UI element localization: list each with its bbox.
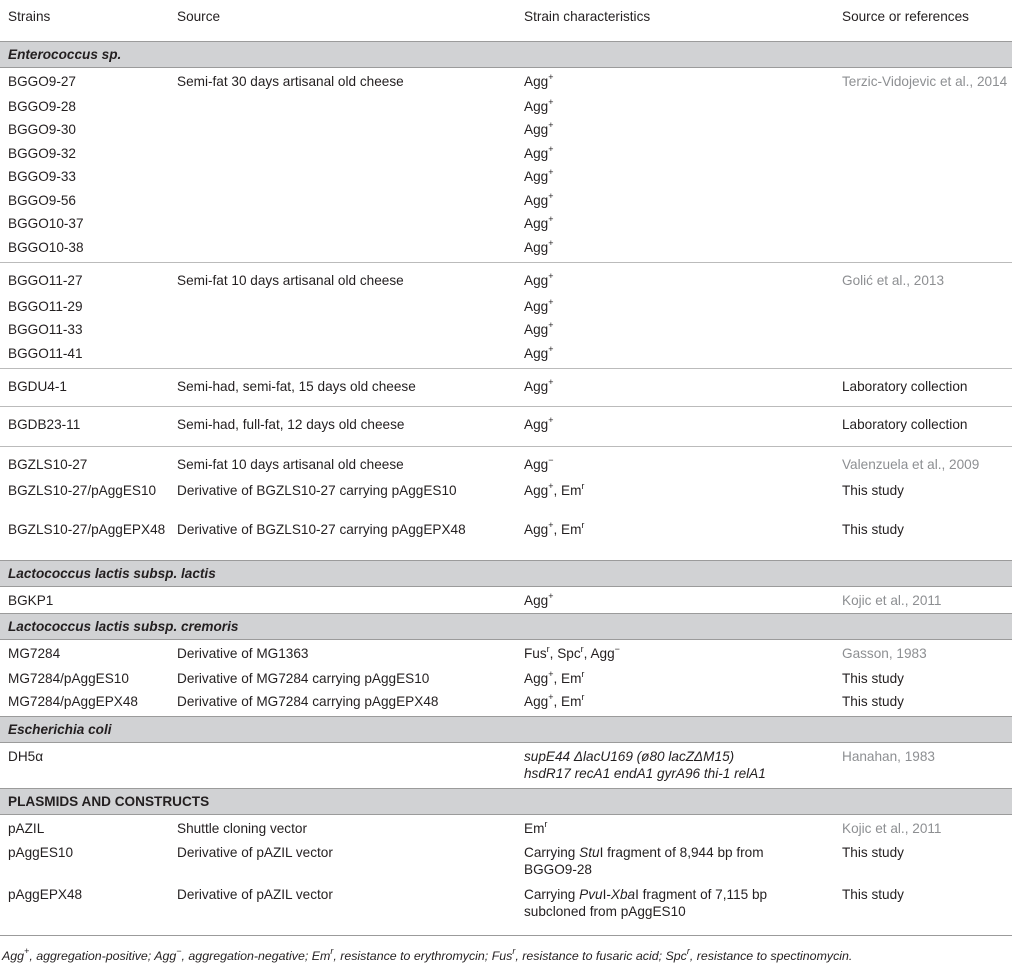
char-cell: Agg+: [524, 120, 554, 137]
strain-cell: BGZLS10-27/pAggEPX48: [8, 521, 166, 537]
table-row: [0, 690, 1012, 716]
table-row: [0, 521, 1012, 561]
table-row: [0, 189, 1012, 213]
table-row: [0, 318, 1012, 342]
strain-cell: pAggEPX48: [8, 887, 83, 902]
char-cell: Agg+: [524, 190, 554, 208]
table-row: [0, 447, 1012, 479]
section-cremoris: [0, 614, 1012, 640]
source-cell: Shuttle cloning vector: [177, 820, 307, 836]
char-cell: Agg+: [524, 296, 554, 314]
col-header-characteristics: Strain characteristics: [516, 6, 834, 42]
source-cell: Semi-fat 30 days artisanal old cheese: [177, 74, 404, 89]
col-header-references: Source or references: [834, 6, 1012, 42]
char-cell: Agg+: [516, 369, 834, 407]
table-row: [0, 95, 1012, 119]
char-cell: Agg+: [516, 407, 834, 447]
section-title: PLASMIDS AND CONSTRUCTS: [0, 788, 1012, 814]
strain-cell: BGGO9-27: [8, 74, 76, 89]
source-cell: Semi-had, semi-fat, 15 days old cheese: [169, 369, 516, 407]
table-row: [0, 407, 1012, 447]
table-row: [0, 263, 1012, 295]
strain-cell: BGDU4-1: [0, 369, 169, 407]
reference-cell: Laboratory collection: [834, 369, 1012, 407]
table-row: [0, 369, 1012, 407]
strain-cell: pAZIL: [8, 820, 45, 836]
reference-cell: Gasson, 1983: [842, 646, 927, 661]
char-cell: Agg+: [524, 214, 554, 231]
source-cell: Semi-fat 10 days artisanal old cheese: [169, 263, 516, 295]
reference-cell: Terzic-Vidojevic et al., 2014: [842, 74, 1008, 89]
char-cell: Agg+, Em$^r$: [524, 519, 585, 537]
section-title: Escherichia coli: [8, 721, 112, 737]
table-row: [0, 118, 1012, 142]
source-cell: Derivative of BGZLS10-27 carrying pAggES10: [177, 482, 457, 498]
table-row: [0, 295, 1012, 319]
strain-cell: BGGO9-32: [8, 145, 76, 161]
table-row: [0, 640, 1012, 667]
reference-cell: This study: [842, 521, 904, 537]
table-row: [0, 68, 1012, 95]
source-cell: Semi-had, full-fat, 12 days old cheese: [169, 407, 516, 447]
char-cell: Agg+, Em$^r$: [524, 480, 585, 498]
char-cell: Agg+: [524, 96, 554, 114]
reference-cell: Laboratory collection: [834, 407, 1012, 447]
char-cell: Agg+: [524, 167, 554, 184]
section-title: Enterococcus sp.: [8, 47, 122, 62]
table-row: [0, 841, 1012, 883]
reference-cell: Kojic et al., 2011: [842, 820, 942, 836]
strain-cell: MG7284: [8, 646, 61, 661]
reference-cell: This study: [842, 670, 904, 686]
section-plasmids: [0, 788, 1012, 814]
strain-cell: BGGO9-30: [8, 122, 76, 137]
reference-cell: This study: [842, 694, 904, 709]
section-ecoli: [0, 716, 1012, 742]
reference-cell: This study: [842, 482, 904, 498]
section-title: Lactococcus lactis subsp. cremoris: [8, 619, 239, 634]
strain-cell: BGGO10-37: [8, 216, 84, 231]
char-cell: Carrying PvuI-XbaI fragment of 7,115 bp subcloned from pAggES10: [524, 887, 768, 919]
strain-cell: DH5α: [8, 748, 44, 764]
table-row: [0, 212, 1012, 236]
col-header-source: Source: [169, 6, 516, 42]
strain-cell: BGGO10-38: [8, 239, 84, 255]
char-cell: Agg+: [524, 320, 554, 337]
strains-table: [0, 6, 1012, 927]
reference-cell: This study: [842, 845, 904, 860]
strain-cell: BGGO9-33: [8, 169, 76, 184]
table-row: [0, 883, 1012, 927]
source-cell: Derivative of BGZLS10-27 carrying pAggEPX48: [177, 521, 466, 537]
char-cell: Agg+: [524, 143, 554, 161]
table-row: [0, 342, 1012, 369]
char-cell: Agg+: [516, 263, 834, 295]
source-cell: Derivative of MG7284 carrying pAggEPX48: [177, 694, 439, 709]
section-enterococcus: [0, 42, 1012, 68]
strain-cell: BGKP1: [8, 593, 54, 608]
table-row: [0, 165, 1012, 189]
section-lactis: [0, 561, 1012, 587]
strain-cell: BGZLS10-27/pAggES10: [8, 482, 157, 498]
table-row: [0, 236, 1012, 263]
source-cell: Derivative of pAZIL vector: [177, 845, 333, 860]
table-row: [0, 742, 1012, 788]
char-cell: Carrying StuI fragment of 8,944 bp from BGGO9-28: [524, 845, 764, 877]
strain-cell: BGDB23-11: [0, 407, 169, 447]
char-cell: Em$^r$: [524, 818, 548, 836]
table-row: [0, 587, 1012, 614]
strain-cell: BGGO11-29: [8, 298, 83, 314]
strain-cell: BGGO9-28: [8, 98, 76, 114]
char-cell: Agg+: [524, 343, 554, 361]
source-cell: Derivative of MG1363: [177, 646, 309, 661]
col-header-strains: Strains: [0, 6, 169, 42]
source-cell: Semi-fat 10 days artisanal old cheese: [169, 447, 516, 479]
source-cell: Derivative of pAZIL vector: [177, 887, 333, 902]
table-footnote: Agg+, aggregation-positive; Agg−, aggregation-negative; Em$^r$, resistance to erythromycin; Fus$^r$, resistance to fusaric acid; Spc$^r$, resistance to spectinomycin.: [0, 935, 1012, 963]
char-cell: Agg+: [524, 72, 554, 89]
table-row: [0, 667, 1012, 691]
char-cell: Agg−: [516, 447, 834, 479]
table-row: [0, 142, 1012, 166]
reference-cell: Valenzuela et al., 2009: [834, 447, 1012, 479]
table-row: [0, 814, 1012, 841]
strain-cell: BGGO11-33: [8, 322, 83, 337]
source-cell: Derivative of MG7284 carrying pAggES10: [177, 670, 430, 686]
reference-cell: Kojic et al., 2011: [842, 593, 942, 608]
strain-cell: MG7284/pAggES10: [8, 670, 129, 686]
reference-cell: Hanahan, 1983: [842, 748, 935, 764]
char-cell: Agg+: [524, 237, 554, 255]
strain-cell: BGZLS10-27: [0, 447, 169, 479]
genotype-cell: supE44 ΔlacU169 (ø80 lacZΔM15) hsdR17 recA1 endA1 gyrA96 thi-1 relA1: [524, 748, 766, 781]
strain-cell: BGGO9-56: [8, 192, 76, 208]
strain-cell: BGGO11-41: [8, 345, 83, 361]
strain-cell: BGGO11-27: [0, 263, 169, 295]
char-cell: Agg+: [524, 591, 554, 608]
header-row: [0, 6, 1012, 42]
reference-cell: This study: [842, 887, 904, 902]
strain-cell: MG7284/pAggEPX48: [8, 694, 138, 709]
reference-cell: Golić et al., 2013: [834, 263, 1012, 295]
section-title: Lactococcus lactis subsp. lactis: [8, 566, 216, 581]
strain-cell: pAggES10: [8, 845, 74, 860]
table-row: [0, 479, 1012, 521]
char-cell: Agg+, Em$^r$: [524, 692, 585, 709]
char-cell: Fus$^r$, Spc$^r$, Agg−: [524, 644, 620, 661]
char-cell: Agg+, Em$^r$: [524, 668, 585, 686]
